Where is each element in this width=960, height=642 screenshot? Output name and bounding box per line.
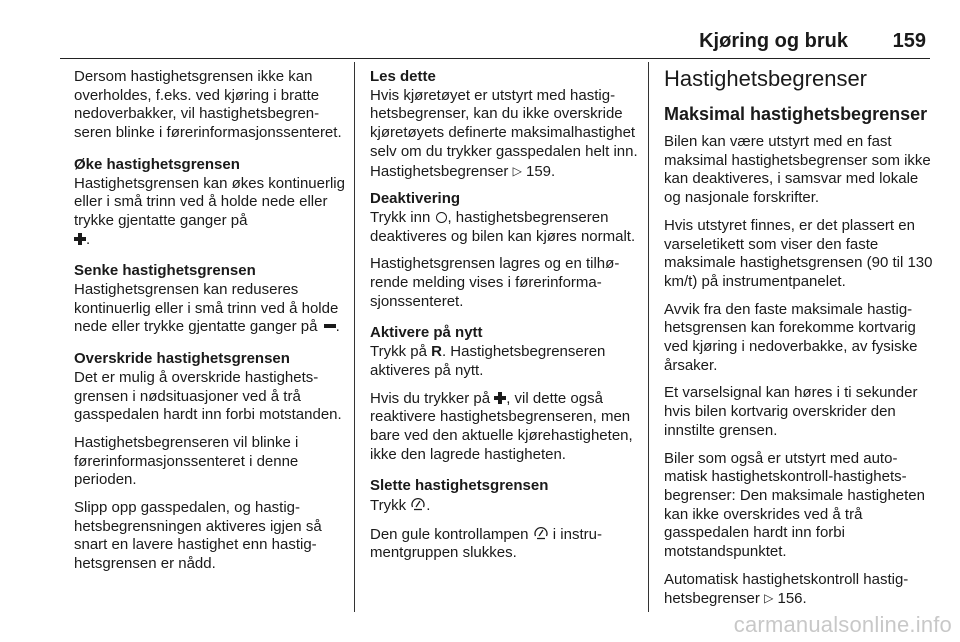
paragraph-6: Automatisk hastighetskontroll hastighetsbegrenser ▷ 156. [664, 570, 909, 608]
heading-decrease-limit: Senke hastighetsgrensen [74, 262, 256, 280]
heading-delete-limit: Slette hastighetsgrensen [370, 477, 549, 495]
section-title: Hastighetsbegrenser [664, 66, 868, 91]
page-reference: 156. [777, 590, 807, 608]
paragraph-lamp: Den gule kontrollampen i instrumentgruppen slukkes. [370, 525, 602, 562]
subsection-title: Maksimal hastighetsbegrenser [664, 104, 928, 124]
watermark: carmanualsonline.info [733, 612, 952, 637]
key-r: R [431, 343, 442, 361]
paragraph-reactivate: Trykk på R. Hastighetsbegrenseren aktiveres på nytt. [370, 343, 606, 379]
column-divider [648, 62, 649, 612]
paragraph-decrease: Hastighetsgrensen kan reduseres kontinuerlig eller i små trinn ved å holde nede eller trykke gjentatte ganger på . [74, 281, 340, 336]
plus-icon [74, 233, 86, 245]
paragraph-blink: Hastighetsbegrenseren vil blinke i førerinformasjonssenteret i denne perioden. [74, 433, 299, 489]
heading-note: Les dette [370, 68, 436, 85]
heading-increase-limit: Øke hastighetsgrensen [74, 155, 240, 173]
speed-limiter-icon [410, 496, 426, 512]
paragraph-stored: Hastighetsgrensen lagres og en tilhørende melding vises i førerinformasjonssenteret. [370, 255, 620, 310]
paragraph-note: Hvis kjøretøyet er utstyrt med hastighetsbegrenser, kan du ikke overskride kjøretøyets definerte maksimalhastighet selv om du trykker gasspedalen helt inn. Hastighetsbegrenser ▷ 159. [370, 86, 638, 180]
paragraph-increase: Hastighetsgrensen kan økes kontinuerlig eller i små trinn ved å holde nede eller trykke gjentatte ganger på . [74, 174, 345, 248]
paragraph-plus-reactivate: Hvis du trykker på , vil dette også reaktivere hastighetsbegrenseren, men bare ved den aktuelle kjørehastigheten, ikke den lagrede hastigheten. [370, 389, 633, 463]
paragraph-intro: Dersom hastighetsgrensen ikke kan overholdes, f.eks. ved kjøring i bratte nedoverbakker, vil hastighetsbegrenseren blinke i førerinformasjonssenteret. [74, 68, 342, 142]
chapter-title: Kjøring og bruk [699, 30, 848, 52]
circle-button-icon [436, 212, 447, 223]
heading-reactivate: Aktivere på nytt [370, 324, 483, 342]
heading-deactivation: Deaktivering [370, 190, 461, 208]
speed-limiter-icon [533, 525, 549, 541]
page-reference-icon: ▷ [512, 163, 522, 178]
column-divider [354, 62, 355, 612]
paragraph-4: Et varselsignal kan høres i ti sekunder hvis bilen kortvarig overskrider den innstilte grensen. [664, 384, 918, 439]
paragraph-delete: Trykk . [370, 497, 431, 515]
page-reference: 159. [526, 162, 556, 180]
paragraph-3: Avvik fra den faste maksimale hastighetsgrensen kan forekomme kortvarig ved kjøring i nedoverbakke, av fysiske årsaker. [664, 300, 918, 374]
heading-exceed-limit: Overskride hastighetsgrensen [74, 350, 290, 368]
minus-icon [324, 324, 336, 328]
paragraph-deactivation: Trykk inn , hastighetsbegrenseren deaktiveres og bilen kan kjøres normalt. [370, 208, 636, 245]
page-header [60, 26, 930, 58]
page-reference-icon: ▷ [764, 591, 774, 606]
column-middle [370, 68, 642, 572]
paragraph-exceed: Det er mulig å overskride hastighetsgrensen i nødsituasjoner ved å trå gasspedalen hardt inn forbi motstanden. [74, 368, 342, 424]
paragraph-1: Bilen kan være utstyrt med en fast maksimal hastighetsbegrenser som ikke kan deaktiveres, i samsvar med lokale og nasjonale forskrifter. [664, 133, 931, 207]
plus-icon [494, 392, 506, 404]
column-left [74, 68, 346, 583]
column-right [664, 68, 934, 618]
paragraph-5: Biler som også er utstyrt med automatisk hastighetskontroll-hastighetsbegrenser: Den maksimale hastigheten kan ikke overskrides ved å trå gasspedalen hardt inn forbi motstandspunktet. [664, 449, 925, 561]
page-number: 159 [892, 30, 926, 52]
paragraph-2: Hvis utstyret finnes, er det plassert en varseletikett som viser den faste maksimale hastighetsgrensen (90 til 130 km/t) på instrumentpanelet. [664, 216, 933, 290]
paragraph-release: Slipp opp gasspedalen, og hastighetsbegrensningen aktiveres igjen så snart en lavere hastighet enn hastighetsgrensen er nådd. [74, 499, 322, 573]
header-rule [60, 58, 930, 59]
